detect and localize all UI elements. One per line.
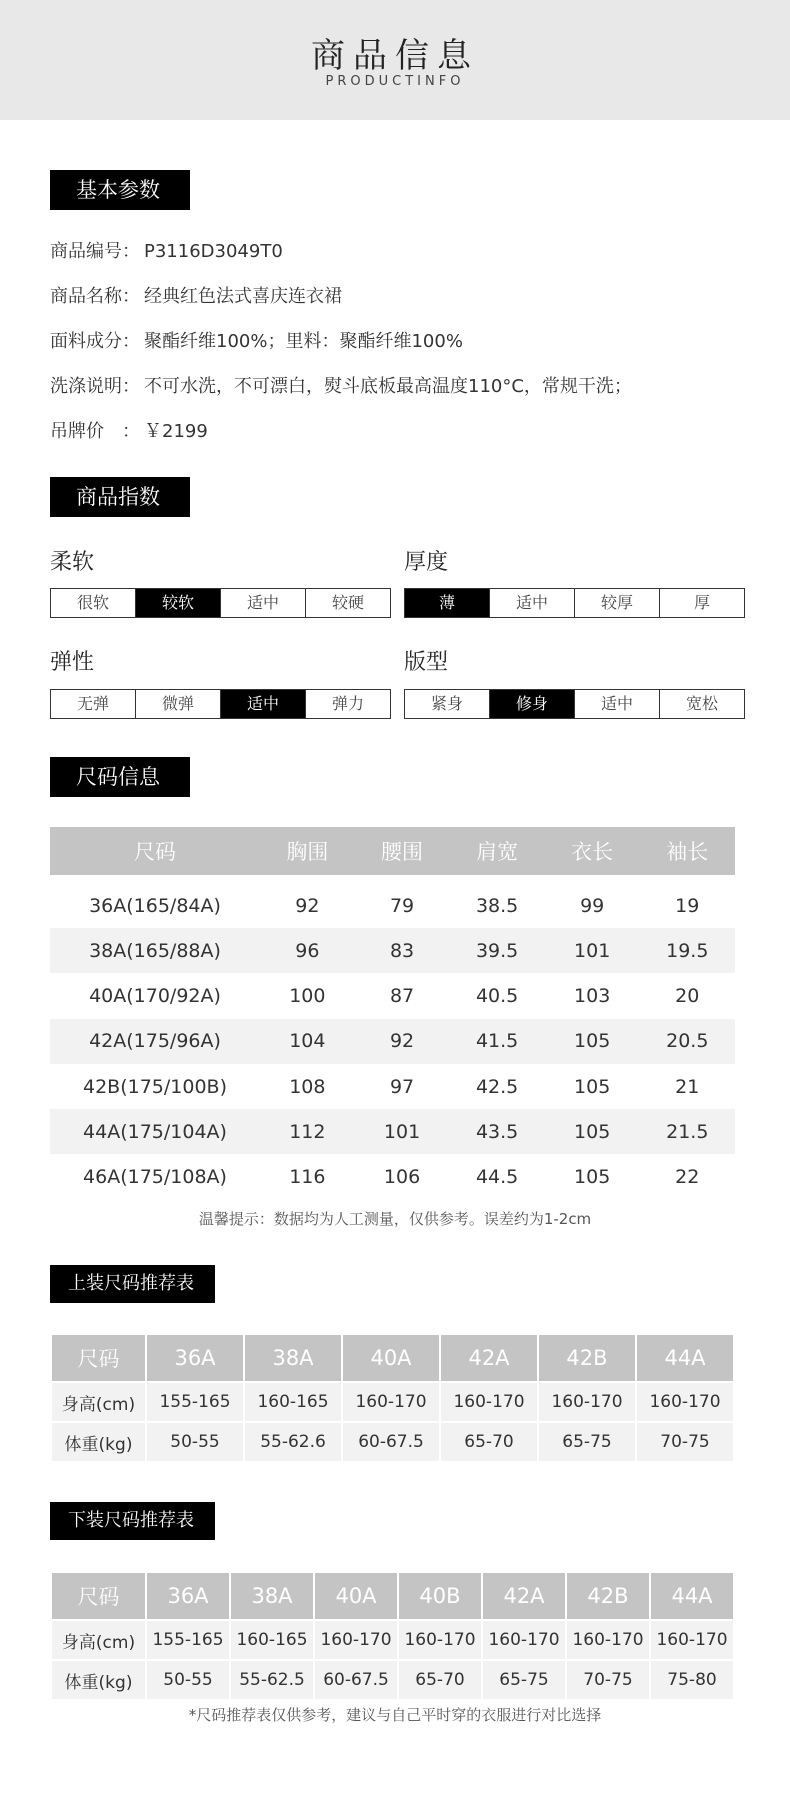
info-row-code <box>50 237 283 263</box>
size-cell: 92 <box>355 1019 450 1064</box>
size-cell: 21 <box>675 1075 700 1098</box>
size-cell: 112 <box>260 1109 355 1154</box>
header-cell: 尺码 <box>50 827 260 875</box>
scale-option: 紧身 <box>405 690 490 718</box>
size-cell: 42.5 <box>475 1075 519 1098</box>
scale-option: 很软 <box>51 589 136 617</box>
rec-cell: 65-75 <box>482 1660 566 1700</box>
rec-cell: 身高(cm) <box>51 1382 146 1422</box>
info-value: 不可水洗，不可漂白，熨斗底板最高温度110°C，常规干洗； <box>144 376 632 397</box>
rec-header-cell: 42A <box>482 1572 566 1620</box>
size-cell: 19.5 <box>640 928 735 973</box>
scale-option: 适中 <box>221 589 306 617</box>
scale-option: 弹力 <box>331 694 364 713</box>
size-cell: 83 <box>355 928 450 973</box>
rec-cell: 50-55 <box>146 1422 244 1462</box>
rec-note: *尺码推荐表仅供参考，建议与自己平时穿的衣服进行对比选择 <box>188 1706 602 1724</box>
rec-cell: 70-75 <box>636 1422 734 1462</box>
page-subtitle: PRODUCTINFO <box>325 74 465 89</box>
size-cell: 108 <box>289 1075 326 1098</box>
header-cell: 肩宽 <box>449 827 544 875</box>
size-cell: 42A(175/96A) <box>50 1019 260 1064</box>
rec-cell: 体重(kg) <box>51 1422 146 1462</box>
rec-header-cell: 36A <box>146 1572 230 1620</box>
section-label-size: 尺码信息 <box>50 757 190 797</box>
size-cell: 106 <box>383 1166 421 1189</box>
info-key: 洗涤说明： <box>50 376 140 397</box>
rec-row <box>51 1382 734 1422</box>
rec-cell: 155-165 <box>146 1620 230 1660</box>
header-cell: 胸围 <box>260 827 355 875</box>
rec-cell: 70-75 <box>566 1660 650 1700</box>
rec-cell: 55-62.5 <box>230 1660 314 1700</box>
page-header <box>0 0 790 120</box>
info-key: 吊牌价 ： <box>50 421 140 442</box>
section-label-basic: 基本参数 <box>50 170 190 210</box>
rec-cell: 50-55 <box>146 1660 230 1700</box>
info-value: 聚酯纤维100%；里料：聚酯纤维100% <box>144 331 463 352</box>
size-cell: 105 <box>545 1109 640 1154</box>
scale-elasticity <box>50 689 391 719</box>
rec-header-cell: 尺码 <box>51 1572 146 1620</box>
index-title-elasticity: 弹性 <box>50 650 95 675</box>
size-cell: 38.5 <box>475 894 519 917</box>
size-row <box>50 973 735 1018</box>
info-value: 经典红色法式喜庆连衣裙 <box>144 286 342 307</box>
rec-cell: 155-165 <box>146 1382 244 1422</box>
scale-option: 适中 <box>575 690 660 718</box>
rec-cell: 160-170 <box>482 1620 566 1660</box>
scale-fit <box>404 689 745 719</box>
rec-row <box>51 1422 734 1462</box>
scale-option: 较硬 <box>331 593 364 612</box>
size-cell: 43.5 <box>449 1109 544 1154</box>
info-row-wash <box>50 372 632 398</box>
size-cell: 36A(165/84A) <box>89 894 221 917</box>
rec-cell: 55-62.6 <box>244 1422 342 1462</box>
rec-cell: 160-170 <box>566 1620 650 1660</box>
size-row <box>50 1154 735 1199</box>
scale-option: 较软 <box>136 589 221 617</box>
rec-header-row <box>51 1334 734 1382</box>
rec-cell: 60-67.5 <box>314 1660 398 1700</box>
info-key: 商品编号： <box>50 241 140 262</box>
rec-cell: 160-170 <box>636 1382 734 1422</box>
info-row-price <box>50 417 208 443</box>
size-cell: 104 <box>260 1019 355 1064</box>
size-cell: 105 <box>545 1019 640 1064</box>
size-cell: 97 <box>389 1075 415 1098</box>
size-cell: 38A(165/88A) <box>50 928 260 973</box>
size-cell: 105 <box>574 1075 611 1098</box>
index-title-thickness: 厚度 <box>404 550 449 575</box>
rec-header-cell: 38A <box>230 1572 314 1620</box>
size-cell: 46A(175/108A) <box>83 1166 227 1189</box>
size-cell: 19 <box>675 894 700 917</box>
header-cell: 袖长 <box>640 827 735 875</box>
section-label-top-rec: 上装尺码推荐表 <box>50 1265 215 1303</box>
size-cell: 21.5 <box>640 1109 735 1154</box>
size-cell: 40.5 <box>475 984 519 1007</box>
scale-thickness <box>404 588 745 618</box>
rec-header-cell: 38A <box>244 1334 342 1382</box>
size-cell: 92 <box>295 894 320 917</box>
header-cell: 衣长 <box>545 827 640 875</box>
rec-row <box>51 1620 734 1660</box>
info-key: 面料成分： <box>50 331 140 352</box>
rec-cell: 75-80 <box>650 1660 734 1700</box>
size-cell: 79 <box>389 894 415 917</box>
size-cell: 44A(175/104A) <box>50 1109 260 1154</box>
bottom-rec-table <box>50 1571 735 1701</box>
rec-header-cell: 尺码 <box>51 1334 146 1382</box>
size-row <box>50 928 735 973</box>
rec-row <box>51 1660 734 1700</box>
scale-option: 厚 <box>693 593 710 612</box>
size-cell: 22 <box>675 1166 700 1189</box>
scale-option: 较厚 <box>575 589 660 617</box>
scale-option: 薄 <box>405 589 490 617</box>
size-row <box>50 1019 735 1064</box>
rec-header-row <box>51 1572 734 1620</box>
scale-option: 微弹 <box>136 690 221 718</box>
rec-cell: 体重(kg) <box>51 1660 146 1700</box>
rec-cell: 160-165 <box>230 1620 314 1660</box>
scale-softness <box>50 588 391 618</box>
index-title-fit: 版型 <box>404 650 449 675</box>
size-cell: 39.5 <box>449 928 544 973</box>
rec-header-cell: 40A <box>314 1572 398 1620</box>
rec-header-cell: 36A <box>146 1334 244 1382</box>
header-cell: 腰围 <box>355 827 450 875</box>
size-cell: 44.5 <box>475 1166 519 1189</box>
size-cell: 20 <box>675 984 700 1007</box>
size-table-header <box>50 827 735 875</box>
info-value: P3116D3049T0 <box>144 241 283 262</box>
size-cell: 103 <box>574 984 611 1007</box>
size-cell: 20.5 <box>640 1019 735 1064</box>
size-cell: 116 <box>289 1166 326 1189</box>
size-cell: 42B(175/100B) <box>82 1075 227 1098</box>
top-rec-table <box>50 1333 735 1463</box>
section-label-bottom-rec: 下装尺码推荐表 <box>50 1502 215 1540</box>
size-cell: 40A(170/92A) <box>89 984 221 1007</box>
rec-header-cell: 42B <box>538 1334 636 1382</box>
rec-cell: 65-70 <box>440 1422 538 1462</box>
rec-cell: 60-67.5 <box>342 1422 440 1462</box>
size-table <box>50 827 735 1200</box>
size-cell: 101 <box>355 1109 450 1154</box>
page-title: 商品信息 <box>311 36 479 76</box>
size-cell: 100 <box>289 984 326 1007</box>
scale-option: 适中 <box>490 589 575 617</box>
size-note: 温馨提示：数据均为人工测量，仅供参考。误差约为1-2cm <box>198 1210 592 1228</box>
rec-header-cell: 40B <box>398 1572 482 1620</box>
rec-cell: 160-170 <box>398 1620 482 1660</box>
size-row <box>50 875 735 928</box>
size-cell: 105 <box>574 1166 611 1189</box>
rec-header-cell: 40A <box>342 1334 440 1382</box>
rec-cell: 65-75 <box>538 1422 636 1462</box>
info-row-fabric <box>50 327 463 353</box>
section-label-index: 商品指数 <box>50 477 190 517</box>
rec-cell: 65-70 <box>398 1660 482 1700</box>
size-row <box>50 1064 735 1109</box>
rec-cell: 160-170 <box>440 1382 538 1422</box>
rec-cell: 身高(cm) <box>51 1620 146 1660</box>
index-title-softness: 柔软 <box>50 550 95 575</box>
rec-cell: 160-165 <box>244 1382 342 1422</box>
size-cell: 87 <box>389 984 415 1007</box>
rec-cell: 160-170 <box>538 1382 636 1422</box>
size-cell: 41.5 <box>449 1019 544 1064</box>
size-row <box>50 1109 735 1154</box>
scale-option: 修身 <box>490 690 575 718</box>
size-cell: 99 <box>580 894 605 917</box>
rec-header-cell: 44A <box>636 1334 734 1382</box>
info-value: ￥2199 <box>144 421 208 442</box>
rec-header-cell: 44A <box>650 1572 734 1620</box>
info-row-name <box>50 282 342 308</box>
rec-header-cell: 42B <box>566 1572 650 1620</box>
size-cell: 101 <box>545 928 640 973</box>
rec-cell: 160-170 <box>650 1620 734 1660</box>
scale-option: 适中 <box>221 690 306 718</box>
scale-option: 宽松 <box>685 694 718 713</box>
info-key: 商品名称： <box>50 286 140 307</box>
size-cell: 96 <box>260 928 355 973</box>
rec-cell: 160-170 <box>342 1382 440 1422</box>
rec-header-cell: 42A <box>440 1334 538 1382</box>
rec-cell: 160-170 <box>314 1620 398 1660</box>
scale-option: 无弹 <box>51 690 136 718</box>
